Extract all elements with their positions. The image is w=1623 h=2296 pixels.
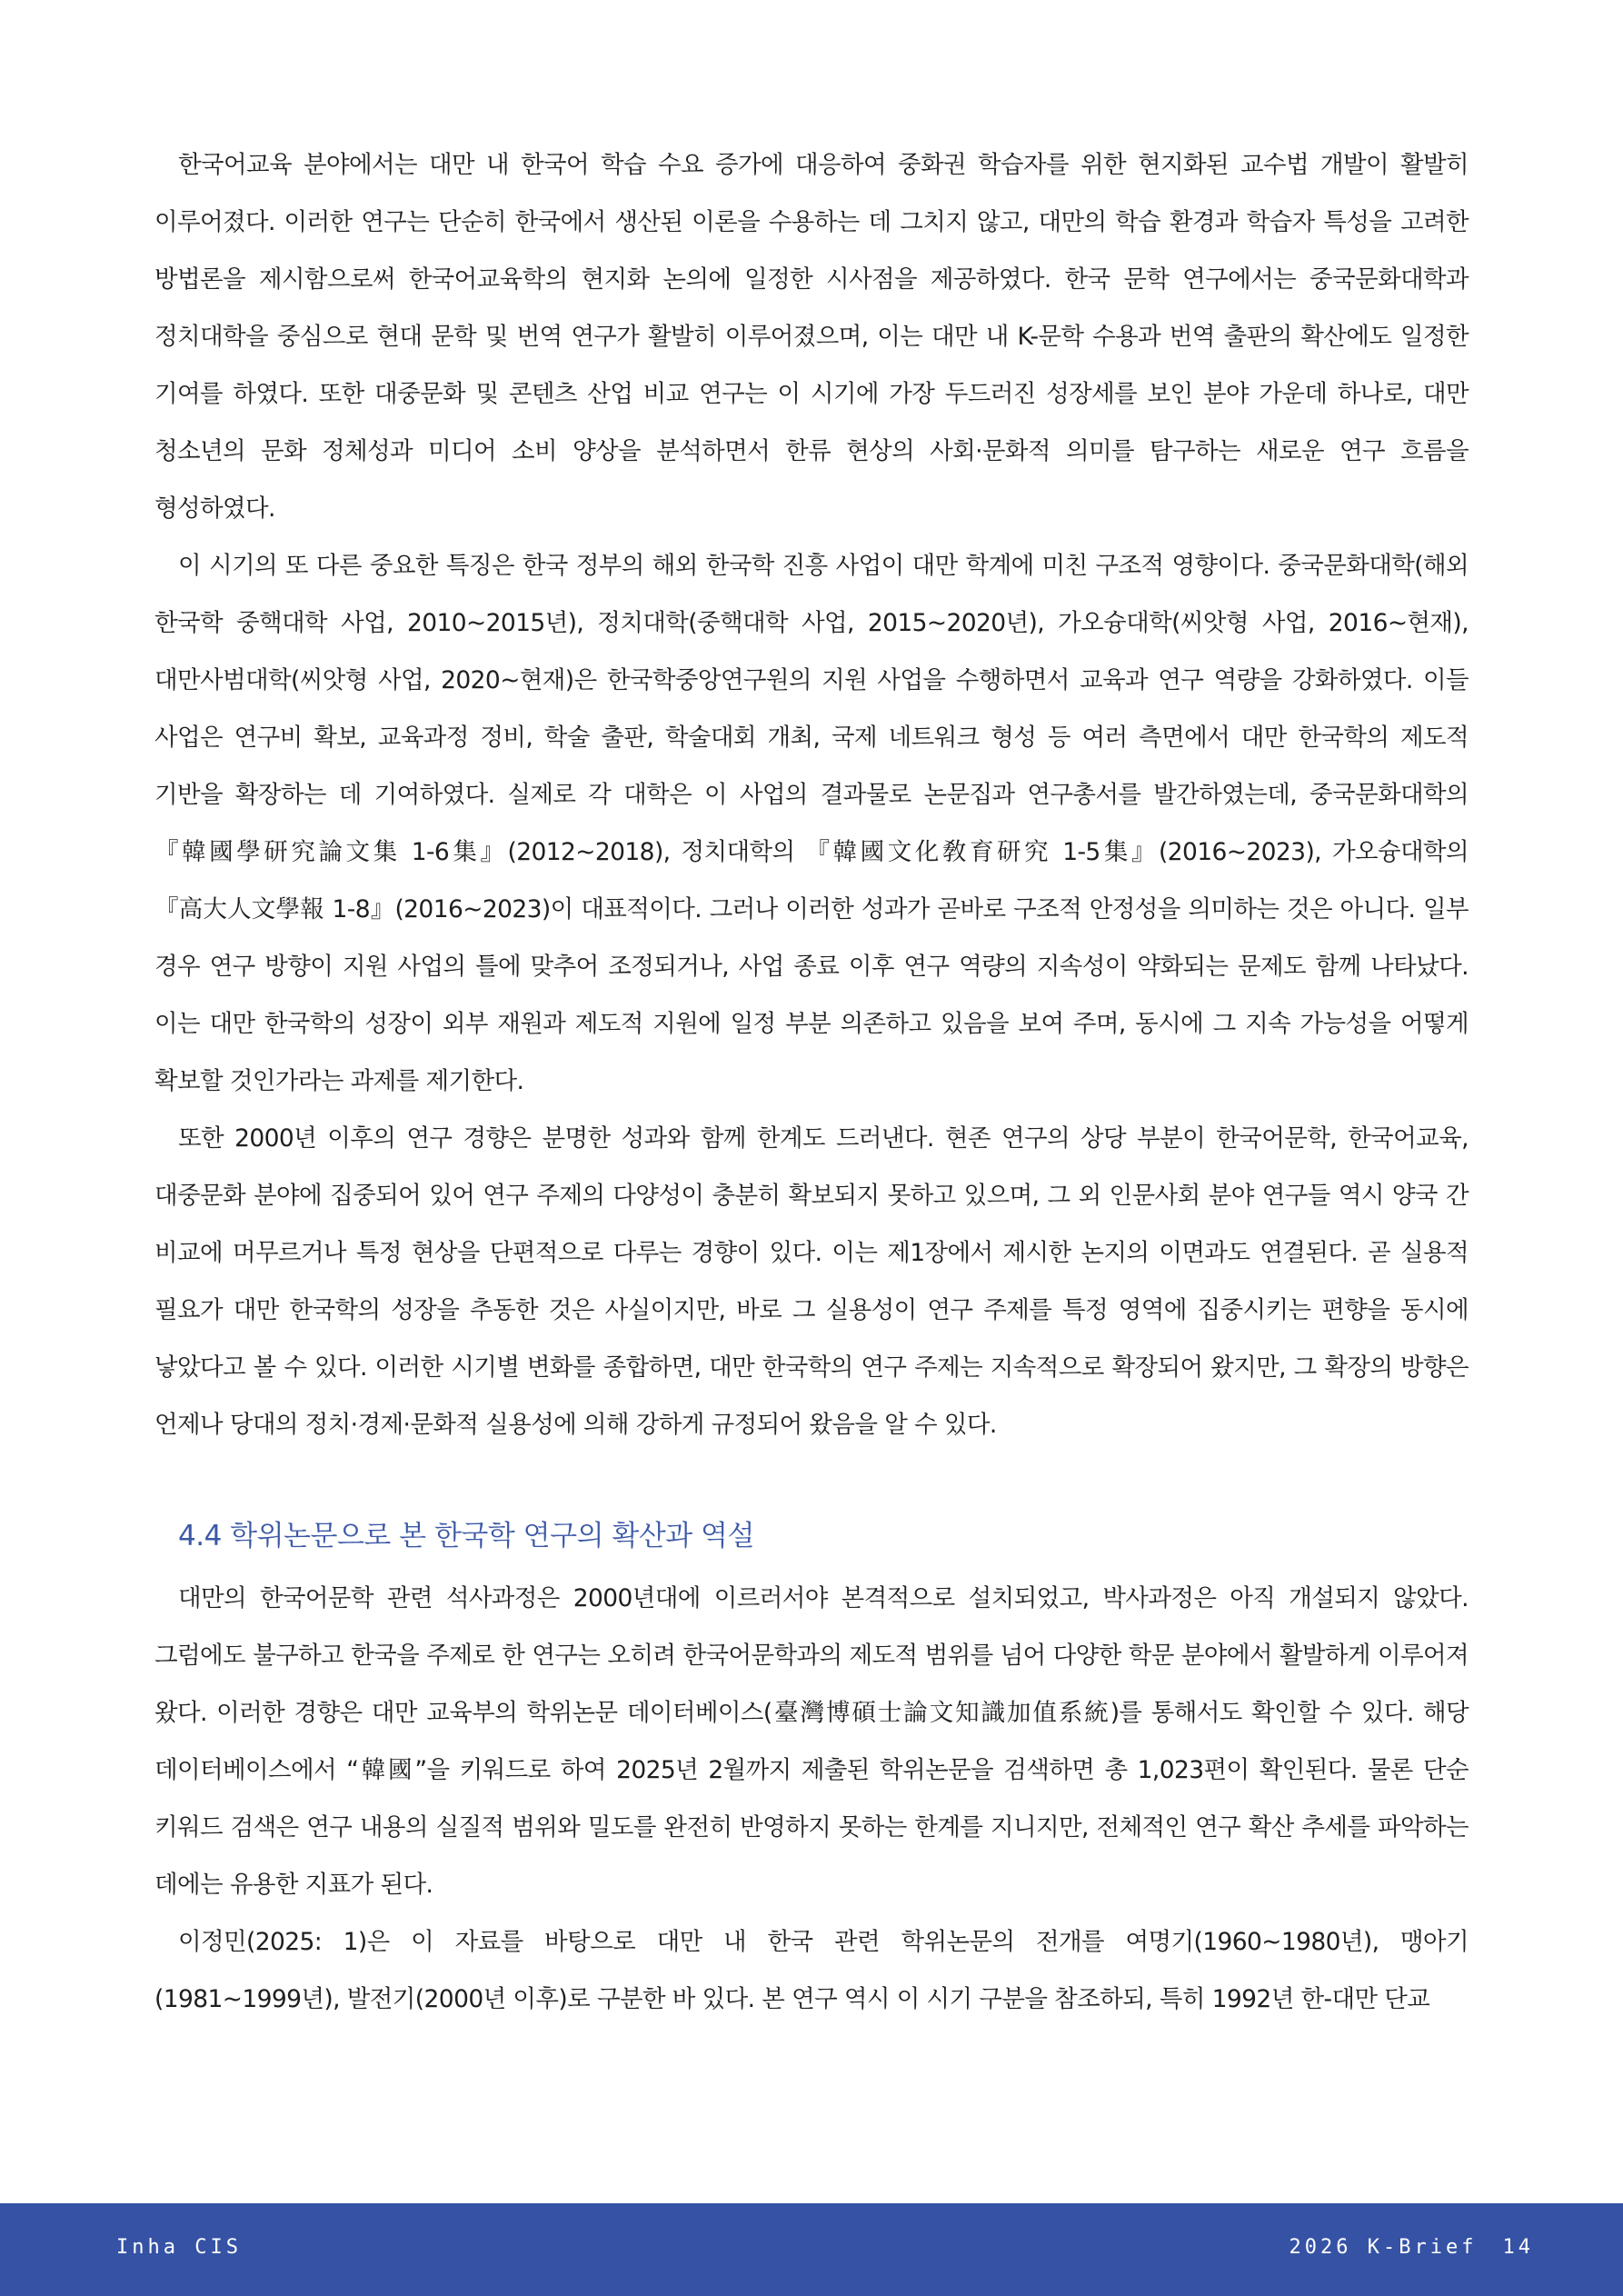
footer-right	[1289, 2236, 1534, 2259]
page-footer	[0, 2203, 1623, 2296]
page-number: 14	[1502, 2236, 1534, 2259]
footer-organization: Inha CIS	[116, 2236, 242, 2259]
body-paragraph: 한국어교육 분야에서는 대만 내 한국어 학습 수요 증가에 대응하여 중화권 학습자를 위한 현지화된 교수법 개발이 활발히 이루어졌다. 이러한 연구는 단순히 한국에서 생산된 이론을 수용하는 데 그치지 않고, 대만의 학습 환경과 학습자 특성을 고려한 방법론을 제시함으로써 한국어교육학의 현지화 논의에 일정한 시사점을 제공하였다. 한국 문학 연구에서는 중국문화대학과 정치대학을 중심으로 현대 문학 및 번역 연구가 활발히 이루어졌으며, 이는 대만 내 K-문학 수용과 번역 출판의 확산에도 일정한 기여를 하였다. 또한 대중문화 및 콘텐츠 산업 비교 연구는 이 시기에 가장 두드러진 성장세를 보인 분야 가운데 하나로, 대만 청소년의 문화 정체성과 미디어 소비 양상을 분석하면서 한류 현상의 사회·문화적 의미를 탐구하는 새로운 연구 흐름을 형성하였다.	[154, 151, 1469, 523]
body-paragraph: 이정민(2025: 1)은 이 자료를 바탕으로 대만 내 한국 관련 학위논문의 전개를 여명기(1960~1980년), 맹아기(1981~1999년), 발전기(2000년 이후)로 구분한 바 있다. 본 연구 역시 이 시기 구분을 참조하되, 특히 1992년 한-대만 단교	[154, 1928, 1469, 2013]
page-body	[154, 136, 1469, 2028]
section-heading: 4.4 학위논문으로 본 한국학 연구의 확산과 역설	[178, 1520, 754, 1552]
body-paragraph: 이 시기의 또 다른 중요한 특징은 한국 정부의 해외 한국학 진흥 사업이 대만 학계에 미친 구조적 영향이다. 중국문화대학(해외 한국학 중핵대학 사업, 2010~2015년), 정치대학(중핵대학 사업, 2015~2020년), 가오슝대학(씨앗형 사업, 2016~현재), 대만사범대학(씨앗형 사업, 2020~현재)은 한국학중앙연구원의 지원 사업을 수행하면서 교육과 연구 역량을 강화하였다. 이들 사업은 연구비 확보, 교육과정 정비, 학술 출판, 학술대회 개최, 국제 네트워크 형성 등 여러 측면에서 대만 한국학의 제도적 기반을 확장하는 데 기여하였다. 실제로 각 대학은 이 사업의 결과물로 논문집과 연구총서를 발간하였는데, 중국문화대학의 『韓國學研究論文集 1-6集』(2012~2018), 정치대학의 『韓國文化敎育研究 1-5集』(2016~2023), 가오슝대학의 『高大人文學報 1-8』(2016~2023)이 대표적이다. 그러나 이러한 성과가 곧바로 구조적 안정성을 의미하는 것은 아니다. 일부 경우 연구 방향이 지원 사업의 틀에 맞추어 조정되거나, 사업 종료 이후 연구 역량의 지속성이 약화되는 문제도 함께 나타났다. 이는 대만 한국학의 성장이 외부 재원과 제도적 지원에 일정 부분 의존하고 있음을 보여 주며, 동시에 그 지속 가능성을 어떻게 확보할 것인가라는 과제를 제기한다.	[154, 552, 1469, 1095]
body-paragraph: 또한 2000년 이후의 연구 경향은 분명한 성과와 함께 한계도 드러낸다. 현존 연구의 상당 부분이 한국어문학, 한국어교육, 대중문화 분야에 집중되어 있어 연구 주제의 다양성이 충분히 확보되지 못하고 있으며, 그 외 인문사회 분야 연구들 역시 양국 간 비교에 머무르거나 특정 현상을 단편적으로 다루는 경향이 있다. 이는 제1장에서 제시한 논지의 이면과도 연결된다. 곧 실용적 필요가 대만 한국학의 성장을 추동한 것은 사실이지만, 바로 그 실용성이 연구 주제를 특정 영역에 집중시키는 편향을 동시에 낳았다고 볼 수 있다. 이러한 시기별 변화를 종합하면, 대만 한국학의 연구 주제는 지속적으로 확장되어 왔지만, 그 확장의 방향은 언제나 당대의 정치·경제·문화적 실용성에 의해 강하게 규정되어 왔음을 알 수 있다.	[154, 1124, 1469, 1439]
body-paragraph: 대만의 한국어문학 관련 석사과정은 2000년대에 이르러서야 본격적으로 설치되었고, 박사과정은 아직 개설되지 않았다. 그럼에도 불구하고 한국을 주제로 한 연구는 오히려 한국어문학과의 제도적 범위를 넘어 다양한 학문 분야에서 활발하게 이루어져 왔다. 이러한 경향은 대만 교육부의 학위논문 데이터베이스(臺灣博碩士論文知識加值系統)를 통해서도 확인할 수 있다. 해당 데이터베이스에서 “韓國”을 키워드로 하여 2025년 2월까지 제출된 학위논문을 검색하면 총 1,023편이 확인된다. 물론 단순 키워드 검색은 연구 내용의 실질적 범위와 밀도를 완전히 반영하지 못하는 한계를 지니지만, 전체적인 연구 확산 추세를 파악하는 데에는 유용한 지표가 된다.	[154, 1584, 1469, 1899]
footer-publication: 2026 K-Brief	[1289, 2236, 1478, 2259]
